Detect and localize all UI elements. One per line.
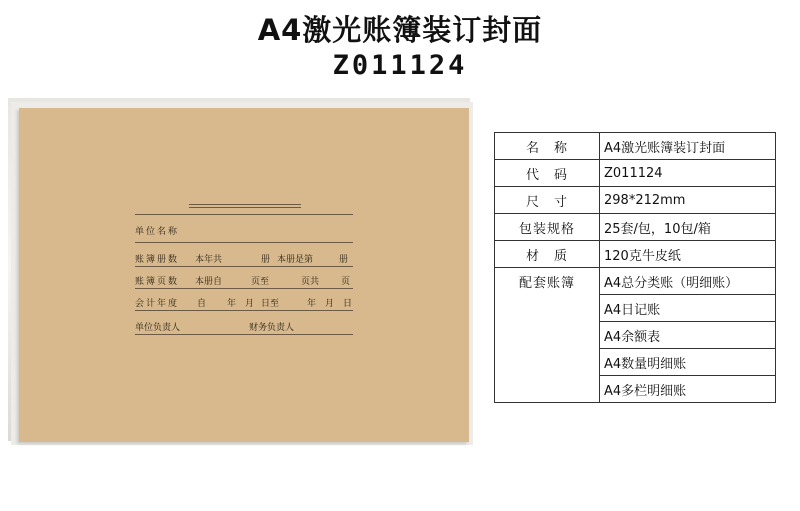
- form-rule: [135, 214, 353, 215]
- form-rule: [135, 310, 353, 311]
- spec-value: 298*212mm: [600, 187, 776, 214]
- volume-text: 册: [339, 255, 349, 265]
- fiscal-year-label: 会计年度: [135, 299, 180, 309]
- year-text: 年: [227, 299, 237, 309]
- unit-name-label: 单位名称: [135, 227, 180, 237]
- spec-label: 名 称: [495, 133, 600, 160]
- spec-label: 包装规格: [495, 214, 600, 241]
- spec-label: 代 码: [495, 160, 600, 187]
- table-row: [495, 187, 776, 214]
- spec-value: Z011124: [600, 160, 776, 187]
- table-row: [495, 268, 776, 295]
- matching-book-item: A4多栏明细账: [600, 376, 776, 403]
- form-row-fiscal-year: [135, 296, 353, 310]
- form-rule: [135, 242, 353, 243]
- form-rule: [135, 334, 353, 335]
- form-row-unit: [135, 224, 353, 238]
- spec-value: 120克牛皮纸: [600, 241, 776, 268]
- form-rule: [135, 288, 353, 289]
- from-text: 自: [197, 299, 207, 309]
- this-volume-text: 本册是第: [277, 255, 314, 265]
- title-rule: [189, 204, 301, 205]
- spec-value: A4激光账簿装订封面: [600, 133, 776, 160]
- matching-book-item: A4总分类账（明细账）: [600, 268, 776, 295]
- matching-book-item: A4余额表: [600, 322, 776, 349]
- page-count-label: 账簿页数: [135, 277, 180, 287]
- matching-book-item: A4数量明细账: [600, 349, 776, 376]
- table-row: [495, 133, 776, 160]
- month-text: 月: [325, 299, 335, 309]
- table-row: [495, 160, 776, 187]
- booklet-cover: [19, 108, 469, 442]
- form-row-signatures: [135, 320, 353, 334]
- book-from-text: 本册自: [195, 277, 223, 287]
- page-title: A4激光账簿装订封面: [257, 13, 543, 47]
- volume-text: 册: [261, 255, 271, 265]
- table-row: [495, 214, 776, 241]
- day-to-text: 日至: [261, 299, 280, 309]
- page-total-text: 页共: [301, 277, 320, 287]
- spec-label: 尺 寸: [495, 187, 600, 214]
- title-rule: [189, 207, 301, 208]
- spec-label: 材 质: [495, 241, 600, 268]
- year-total-text: 本年共: [195, 255, 223, 265]
- form-rule: [135, 266, 353, 267]
- spec-table: [494, 132, 776, 403]
- table-row: [495, 241, 776, 268]
- month-text: 月: [245, 299, 255, 309]
- finance-head-label: 财务负责人: [249, 323, 295, 333]
- book-count-label: 账簿册数: [135, 255, 180, 265]
- matching-book-item: A4日记账: [600, 295, 776, 322]
- unit-head-label: 单位负责人: [135, 323, 181, 333]
- page-to-text: 页至: [251, 277, 270, 287]
- day-text: 日: [343, 299, 353, 309]
- spec-value: 25套/包，10包/箱: [600, 214, 776, 241]
- product-code: Z011124: [332, 50, 468, 81]
- page-text: 页: [341, 277, 351, 287]
- matching-books-label: 配套账簿: [495, 268, 600, 403]
- form-row-page-count: [135, 274, 353, 288]
- year-text: 年: [307, 299, 317, 309]
- form-row-book-count: [135, 252, 353, 266]
